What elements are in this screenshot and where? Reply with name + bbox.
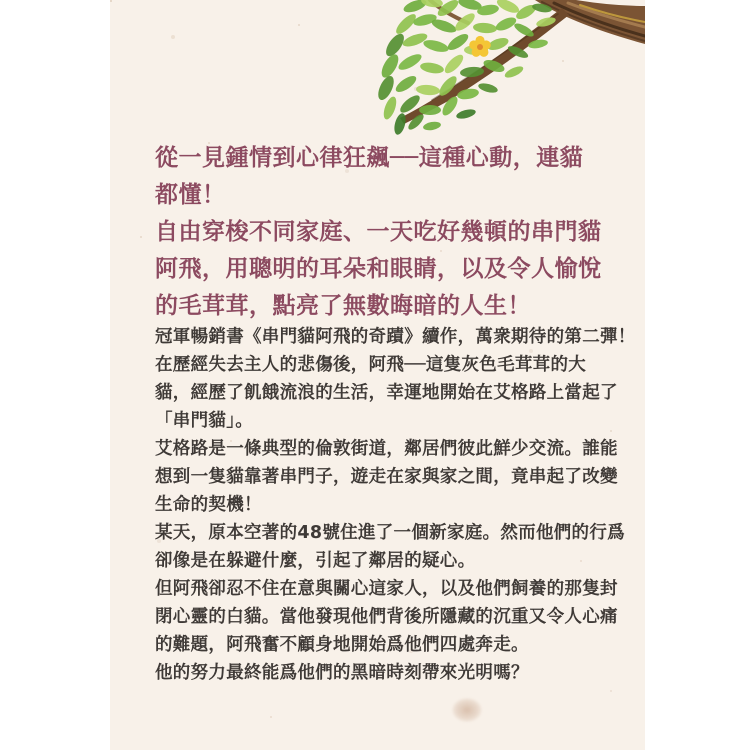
body-line: 想到一隻貓靠著串門子，遊走在家與家之間，竟串起了改變 — [155, 467, 618, 487]
headline-line: 的毛茸茸，點亮了無數晦暗的人生！ — [155, 293, 531, 319]
body-line: 「串門貓」。 — [155, 411, 254, 431]
body-line: 在歷經失去主人的悲傷後，阿飛──這隻灰色毛茸茸的大 — [155, 355, 587, 375]
body-line: 他的努力最終能爲他們的黑暗時刻帶來光明嗎？ — [155, 663, 529, 683]
headline-line: 從一見鍾情到心律狂飆──這種心動，連貓 — [155, 145, 584, 171]
headline-line: 阿飛，用聰明的耳朵和眼睛，以及令人愉悅 — [155, 256, 602, 282]
body-line: 但阿飛卻忍不住在意與關心這家人，以及他們飼養的那隻封 — [155, 579, 618, 599]
body-line: 卻像是在躲避什麼，引起了鄰居的疑心。 — [155, 551, 476, 571]
description-text — [155, 323, 636, 687]
paper-page — [110, 0, 645, 750]
body-line: 閉心靈的白貓。當他發現他們背後所隱藏的沉重又令人心痛 — [155, 607, 618, 627]
body-line: 生命的契機！ — [155, 495, 262, 515]
flower-petal — [469, 40, 478, 49]
body-line: 某天，原本空著的48號住進了一個新家庭。然而他們的行爲 — [155, 523, 625, 543]
branch-illustration — [110, 0, 645, 160]
headline-text — [155, 140, 625, 325]
body-line: 貓，經歷了飢餓流浪的生活，幸運地開始在艾格路上當起了 — [155, 383, 618, 403]
body-line: 的難題，阿飛奮不顧身地開始爲他們四處奔走。 — [155, 635, 529, 655]
headline-line: 自由穿梭不同家庭、一天吃好幾頓的串門貓 — [155, 219, 602, 245]
tree-branch-icon — [110, 0, 645, 160]
body-line: 艾格路是一條典型的倫敦街道，鄰居們彼此鮮少交流。誰能 — [155, 439, 618, 459]
paper-stain — [452, 698, 482, 722]
body-line: 冠軍暢銷書《串門貓阿飛的奇蹟》續作，萬衆期待的第二彈！ — [155, 327, 636, 347]
flower-center — [477, 44, 483, 50]
headline-line: 都懂！ — [155, 182, 226, 208]
